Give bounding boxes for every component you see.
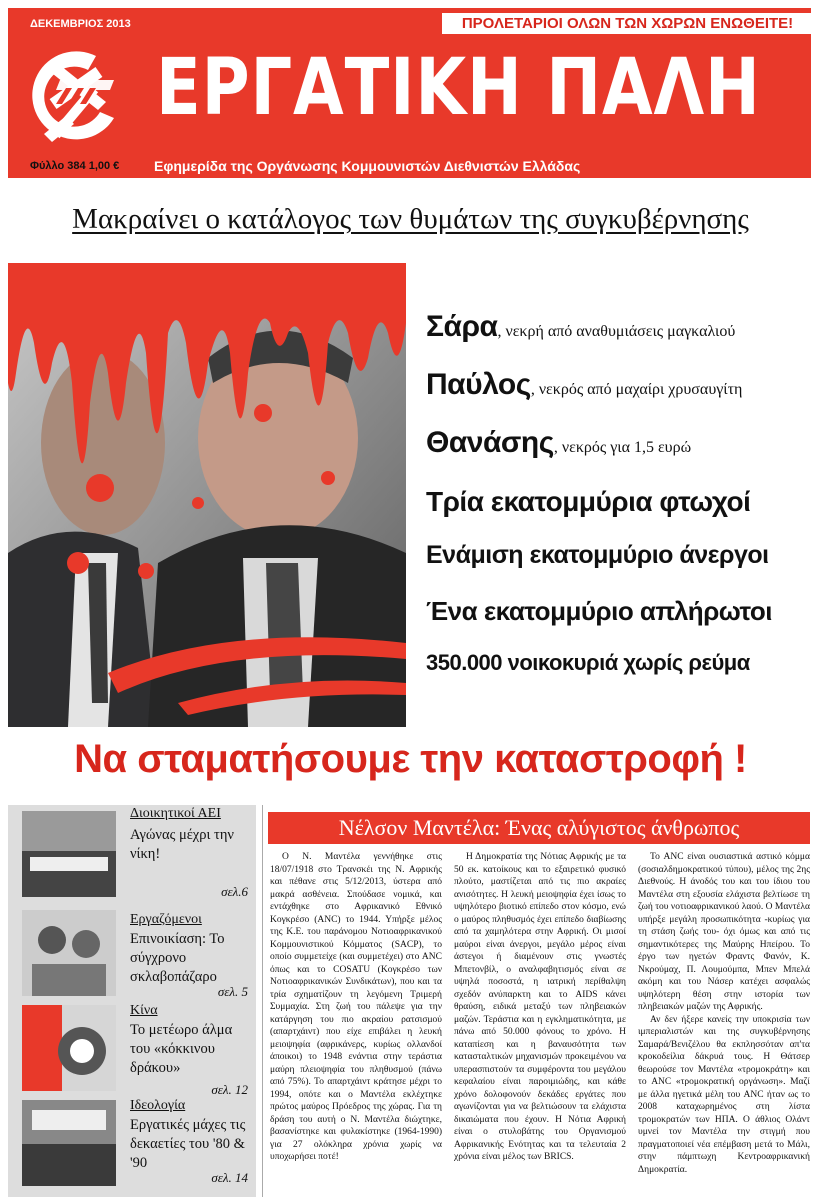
newspaper-subtitle: Εφημερίδα της Οργάνωσης Κομμουνιστών Διεθνιστών Ελλάδας <box>154 158 581 174</box>
stat-unpaid: Ένα εκατομμύριο απλήρωτοι <box>426 596 773 626</box>
cover-photo <box>8 263 406 727</box>
hammer-sickle-logo-icon <box>26 42 126 154</box>
sidebar-category: Ιδεολογία <box>130 1098 186 1113</box>
sidebar-category: Κίνα <box>130 1003 158 1018</box>
article-paragraph: Η Δημοκρατία της Νότιας Αφρικής με τα 50 εκ. κατοίκους και το εξαιρετικό φυσικό πλούτο, μαστίζεται από τις πιο ακραίες ανισότητες. Η λευκή μειοψηφία έχει ίσως το υψηλότερο βιοτικό επίπεδο στον κόσμο, ενώ ο μαύρος πληθυσμός έχει επίπεδο διαβίωσης από τα χαμηλότερα στην Αφρική. Οι μισοί μαύροι είναι άνεργοι, μεγάλο μέρος είναι άστεγοι ή διαμένουν στις γνωστές Μπετονβίλ, ο αναλφαβητισμός είναι σε υψηλά ποσοστά, η ιατρική περίθαλψη σχεδόν ανύπαρκτη και το AIDS κάνει θραύση, ειδικά μεταξύ των πληβειακών μαζών. Τεράστια και η εγκληματικότητα, με πάνω από 50.000 φόνους το χρόνο. Η καταπίεση και η βαναυσότητα των κατασταλτικών μηχανισμών προκειμένου να υπερασπιστούν τα συμφέροντα του μεγάλου κεφαλαίου είναι παροιμιώδης, και κάθε χρόνο δολοφονούν δεκάδες εργάτες που αγωνίζονται για να βελτιώσουν τα ελάχιστα δικαιώματα που έχουν. Η Νότια Αφρική είναι ο στυλοβάτης του Οργανισμού Αφρικανικής Ενότητας και τα τελευταία 2 χρόνια είναι μέλος των BRICS. <box>454 852 626 1162</box>
victim-3 <box>426 426 691 460</box>
sidebar-text: Αγώνας μέχρι την νίκη! <box>130 827 234 862</box>
sidebar-page: σελ.6 <box>221 884 248 899</box>
thumb-protest-icon <box>22 811 116 897</box>
victim-2 <box>426 368 742 402</box>
article-paragraph: Αν δεν ήξερε κανείς την υποκρισία των ιμπεριαλιστών και της συγκυβέρνησης Σαμαρά/Βενιζέλου θα εκπλησσόταν απ'τα κροκοδείλια δάκρυά τους. Η Θάτσερ θεωρούσε τον Μαντέλα «τρομοκράτη» και το ANC «τρομοκρατική οργάνωση». Μαζί με άλλα ηγετικά μέλη του ANC ήταν ως το 2008 καταχωρημένος στη λίστα τρομοκρατών των ΗΠΑ. Ο άθλιος Ολάντ υμνεί τον Μαντέλα την στιγμή που πραγματοποιεί νέα επέμβαση μετά το Μάλι, στην πάμπτωχη Κεντροαφρικανική Δημοκρατία. <box>638 1014 810 1175</box>
sidebar-page: σελ. 5 <box>217 984 248 999</box>
article-title: Νέλσον Μαντέλα: Ένας αλύγιστος άνθρωπος <box>268 812 810 844</box>
victim-desc: , νεκρός από μαχαίρι χρυσαυγίτη <box>530 381 743 398</box>
stat-poor: Τρία εκατομμύρια φτωχοί <box>426 486 751 517</box>
article-column-2 <box>454 851 626 1164</box>
issue-date: ΔΕΚΕΜΒΡΙΟΣ 2013 <box>30 18 131 30</box>
victim-name: Σάρα <box>426 310 498 343</box>
article-paragraph: Ο Ν. Μαντέλα γεννήθηκε στις 18/07/1918 στο Τρανσκέι της Ν. Αφρικής και πέθανε στις 5/12/2013, ύστερα από μακρά ασθένεια. Σπούδασε νομικά, και εντάχθηκε στο Αφρικανικό Εθνικό Κογκρέσο (ANC) το 1944. Υπήρξε μέλος της Κ.Ε. του παράνομου Νοτιοαφρικανικού Κομμουνιστικού Κόμματος (SACP), το οποίο συμμετείχε (και συμμετέχει) στο ANC όπως και το COSATU (Κογκρέσο των Νοτιοαφρικανικών Συνδικάτων), που και τα τρία σχηματίζουν τη λεγόμενη Τριμερή Συμμαχία. Στη ζωή του πάλεψε για την κατάργηση του πιο ακραίου ρατσισμού (απαρτχάιντ) που είχε επιβάλει η λευκή μειοψηφία (αφρικάνερς, κυρίως ολλανδοί άποικοι) το 1948 ενάντια στην τεράστια μαύρη πλειοψηφία του πληθυσμού (πάνω από 75%). Το απαρτχάιντ κράτησε μέχρι το 1994, οπότε και ο Μαντέλα εκλέχτηκε πρώτος μαύρος Πρόεδρος της χώρας. Για τη δράση του αυτή ο Ν. Μαντέλα διώχτηκε, βασανίστηκε και φυλακίστηκε (1964-1990) για 27 ολόκληρα χρόνια χωρίς να υποχωρήσει ποτέ! <box>270 852 442 1162</box>
sidebar-page: σελ. 14 <box>211 1170 248 1185</box>
stat-unemployed: Ενάμιση εκατομμύριο άνεργοι <box>426 541 769 569</box>
newspaper-title: ΕΡΓΑΤΙΚΗ ΠΑΛΗ <box>156 43 761 133</box>
article-column-3 <box>638 851 810 1176</box>
victim-1 <box>426 310 735 344</box>
sidebar-category: Διοικητικοί ΑΕΙ <box>130 806 221 821</box>
divider <box>262 805 263 1197</box>
sidebar-text: Το μετέωρο άλμα του «κόκκινου δράκου» <box>130 1022 233 1076</box>
article-column-1 <box>270 851 442 1164</box>
sidebar-category: Εργαζόμενοι <box>130 912 202 927</box>
victim-name: Θανάσης <box>426 426 554 459</box>
thumb-strike-icon <box>22 1100 116 1186</box>
article-paragraph: Το ANC είναι ουσιαστικά αστικό κόμμα (σοσιαλδημοκρατικού τύπου), μέλος της 2ης Διεθνούς. Η άνοδός του και του ίδιου του Μαντέλα στη εξουσία ελάχιστα βελτίωσε τη ζωή του νοτιοαφρικανικού λαού. Ο Μαντέλα υπήρξε μεγάλη προσωπικότητα -κυρίως για τη στάση ζωής του- όχι όμως και από τις σημαντικότερες της Μαύρης Ηπείρου. Το έργο των ηγετών Φραντς Φανόν, Κ. Νκρούμαχ, Π. Λουμούμπα, Μπεν Μπελά ακόμη και του Νάσερ κατέχει ασφαλώς υψηλότερη θέση στην ιστορία των πληβειακών μαζών της Αφρικής. <box>638 852 810 1012</box>
thumb-china-icon <box>22 1005 116 1091</box>
slogan: ΠΡΟΛΕΤΑΡΙΟΙ ΟΛΩΝ ΤΩΝ ΧΩΡΩΝ ΕΝΩΘΕΙΤΕ! <box>442 13 813 34</box>
victim-name: Παύλος <box>426 368 531 401</box>
sidebar-text: Επινοικίαση: Το σύγχρονο σκλαβοπάζαρο <box>130 931 225 985</box>
sidebar-page: σελ. 12 <box>211 1082 248 1097</box>
sidebar-text: Εργατικές μάχες τις δεκαετίες του '80 & '90 <box>130 1117 246 1171</box>
thumb-workers-icon <box>22 910 116 996</box>
page-headline: Μακραίνει ο κατάλογος των θυμάτων της συγκυβέρνησης <box>72 203 749 235</box>
issue-number-price: Φύλλο 384 1,00 € <box>30 160 120 172</box>
masthead <box>8 8 811 178</box>
call-to-action: Να σταματήσουμε την καταστροφή ! <box>74 737 747 781</box>
victim-desc: , νεκρός για 1,5 ευρώ <box>553 439 692 456</box>
stat-no-power: 350.000 νοικοκυριά χωρίς ρεύμα <box>426 650 750 675</box>
victim-desc: , νεκρή από αναθυμιάσεις μαγκαλιού <box>497 323 736 340</box>
